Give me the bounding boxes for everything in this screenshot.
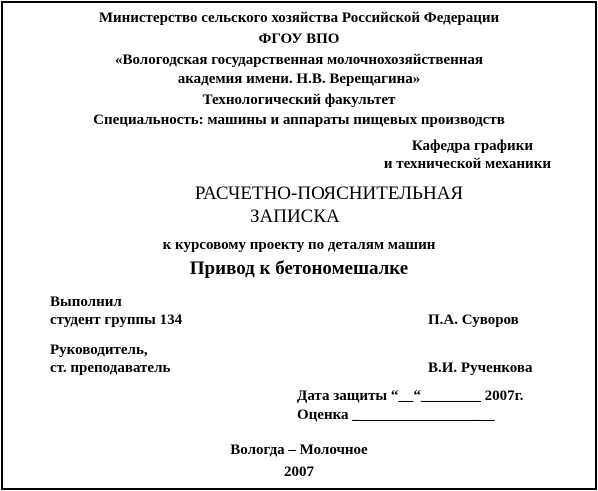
document-title-line-1: РАСЧЕТНО-ПОЯСНИТЕЛЬНАЯ [194,183,464,204]
grade-line: Оценка ___________________ [297,407,495,423]
academy-line-1: «Вологодская государственная молочнохозяйственная [114,52,484,68]
document-title-line-2: ЗАПИСКА [250,206,340,227]
department-line-1: Кафедра графики [411,138,533,154]
performer-label-2: студент группы 134 [50,312,183,328]
defense-date-line: Дата защиты “__“________ 2007г. [297,388,524,404]
institution-type: ФГОУ ВПО [258,31,340,47]
performer-label-1: Выполнил [50,294,122,310]
title-page [1,1,597,490]
supervisor-label-1: Руководитель, [50,342,148,358]
academy-line-2: академия имени. Н.В. Верещагина» [177,71,421,87]
department-line-2: и технической механики [383,156,551,172]
specialty-line: Специальность: машины и аппараты пищевых производств [93,112,505,128]
performer-name: П.А. Суворов [428,312,519,328]
city-line: Вологда – Молочное [230,442,368,458]
document-subtitle: к курсовому проекту по деталям машин [162,237,436,253]
document-topic: Привод к бетономешалке [189,258,409,279]
year-line: 2007 [284,464,314,480]
supervisor-name: В.И. Рученкова [428,360,533,376]
faculty-line: Технологический факультет [202,92,396,108]
ministry-line: Министерство сельского хозяйства Российской Федерации [98,10,500,26]
supervisor-label-2: ст. преподаватель [50,360,171,376]
